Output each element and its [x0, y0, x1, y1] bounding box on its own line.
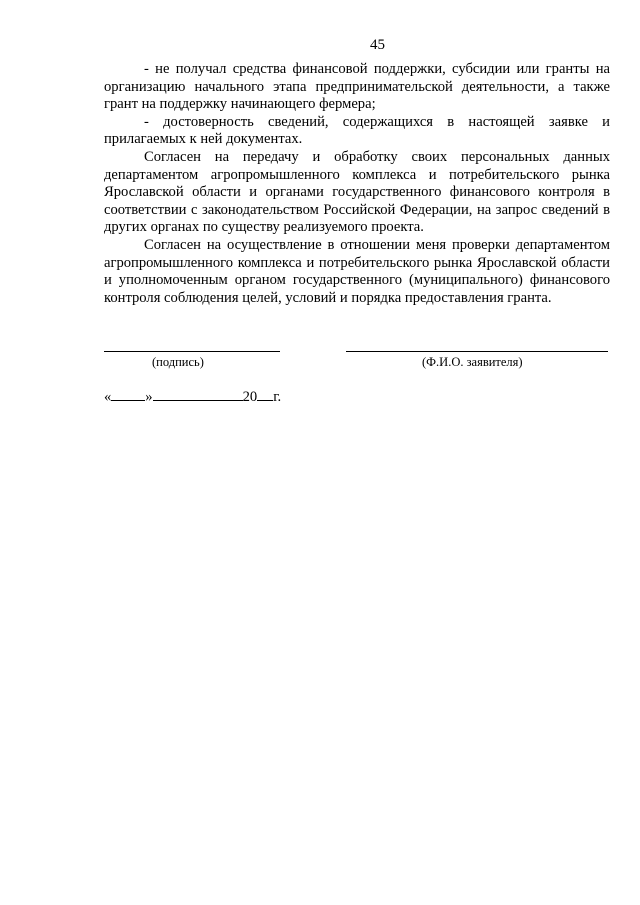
document-body — [104, 61, 610, 307]
date-line — [104, 388, 281, 406]
date-year-suffix: г. — [273, 389, 282, 405]
paragraph-inspection-consent: Согласен на осуществление в отношении меня проверки департаментом агропромышленного комплекса и потребительского рынка Ярославской области и уполномоченным органом государственного (муниципального) финансового контроля соблюдения целей, условий и порядка предоставления гранта. — [104, 236, 610, 306]
date-year-field[interactable] — [257, 388, 273, 401]
paragraph-data-accuracy: - достоверность сведений, содержащихся в настоящей заявке и прилагаемых к ней документах. — [104, 113, 610, 148]
date-month-field[interactable] — [153, 388, 243, 401]
paragraph-personal-data-consent: Согласен на передачу и обработку своих персональных данных департаментом агропромышленного комплекса и потребительского рынка Ярославской области и органами государственного финансового контроля в соответствии с законодательством Российской Федерации, на запрос сведений в других органах по существу реализуемого проекта. — [104, 148, 610, 236]
signature-caption: (подпись) — [152, 355, 204, 369]
signature-field[interactable] — [104, 337, 280, 352]
paragraph-no-support-received: - не получал средства финансовой поддержки, субсидии или гранты на организацию начального этапа предпринимательской деятельности, а также грант на поддержку начинающего фермера; — [104, 61, 610, 113]
page-number: 45 — [370, 37, 385, 53]
applicant-name-field[interactable] — [346, 337, 608, 352]
date-year-prefix: 20 — [242, 389, 258, 405]
signature-block — [104, 337, 610, 377]
date-open-quote: « — [104, 389, 112, 405]
applicant-name-caption: (Ф.И.О. заявителя) — [422, 355, 523, 369]
date-day-field[interactable] — [111, 388, 145, 401]
date-close-quote: » — [145, 389, 153, 405]
